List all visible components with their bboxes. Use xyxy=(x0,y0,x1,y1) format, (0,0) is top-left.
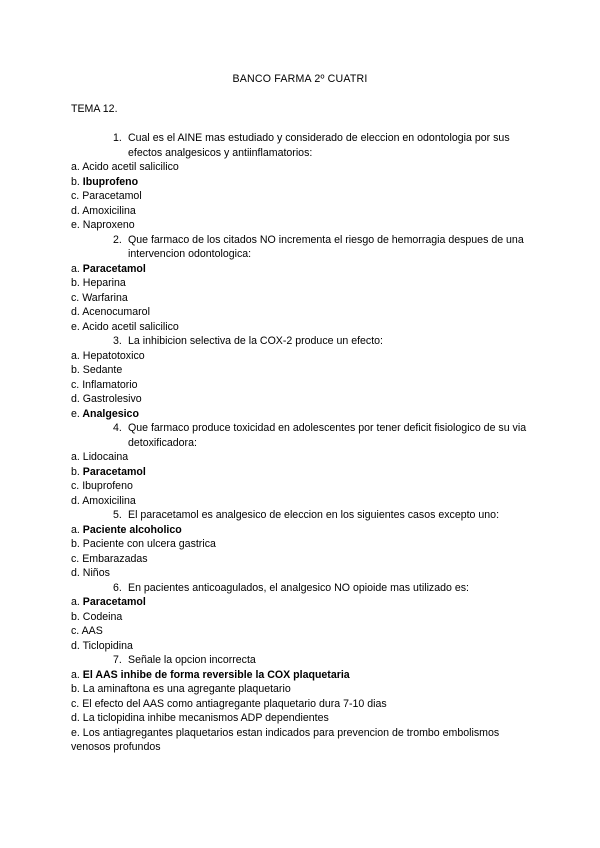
option-letter: b. xyxy=(71,175,80,188)
option-letter: d. xyxy=(71,204,80,217)
answer-option-correct xyxy=(71,465,541,480)
answer-option xyxy=(71,204,541,219)
answer-option xyxy=(71,610,541,625)
question-number: 1. xyxy=(113,132,122,144)
option-text: El efecto del AAS como antiagregante plaquetario dura 7-10 dias xyxy=(82,697,387,710)
option-letter: e. xyxy=(71,219,80,231)
option-letter: a. xyxy=(71,161,80,173)
answer-option xyxy=(71,494,541,509)
option-letter: c. xyxy=(71,552,80,565)
answer-option xyxy=(71,697,541,712)
option-text: Paciente alcoholico xyxy=(82,523,182,536)
option-text: Lidocaina xyxy=(82,451,129,463)
question-4 xyxy=(71,421,541,450)
option-text: Paciente con ulcera gastrica xyxy=(82,538,216,550)
option-text: La ticlopidina inhibe mecanismos ADP dependientes xyxy=(82,712,329,724)
option-text: Paracetamol xyxy=(82,190,142,202)
answer-option-correct xyxy=(71,262,541,277)
option-letter: c. xyxy=(71,480,80,492)
option-letter: e. xyxy=(71,726,80,739)
question-text: Que farmaco produce toxicidad en adolescentes por tener deficit fisiologico de su via detoxificadora: xyxy=(128,422,527,449)
answer-option xyxy=(71,276,541,291)
answer-option xyxy=(71,726,541,755)
answer-option xyxy=(71,363,541,378)
option-letter: a. xyxy=(71,668,80,681)
option-letter: a. xyxy=(71,349,80,362)
option-text: Amoxicilina xyxy=(82,494,136,507)
option-letter: e. xyxy=(71,407,80,420)
option-letter: b. xyxy=(71,277,80,289)
answer-option-correct xyxy=(71,175,541,190)
option-text: Codeina xyxy=(82,610,123,623)
answer-option xyxy=(71,450,541,465)
answer-option-correct xyxy=(71,523,541,538)
option-letter: d. xyxy=(71,639,80,652)
question-1 xyxy=(71,131,541,160)
option-letter: d. xyxy=(71,567,80,579)
question-text: El paracetamol es analgesico de eleccion en los siguientes casos excepto uno: xyxy=(128,509,500,521)
answer-option xyxy=(71,392,541,407)
question-text: Señale la opcion incorrecta xyxy=(128,654,256,666)
question-number: 2. xyxy=(113,233,122,246)
option-letter: c. xyxy=(71,625,80,637)
answer-option xyxy=(71,537,541,552)
option-text: AAS xyxy=(81,625,103,637)
answer-option xyxy=(71,624,541,639)
question-text: Que farmaco de los citados NO incrementa el riesgo de hemorragia despues de una intervencion odontologica: xyxy=(128,233,524,260)
question-text: La inhibicion selectiva de la COX-2 produce un efecto: xyxy=(128,335,383,347)
option-letter: b. xyxy=(71,538,80,550)
option-text: Amoxicilina xyxy=(82,204,136,217)
question-3 xyxy=(71,334,541,349)
question-2 xyxy=(71,233,541,262)
question-list xyxy=(71,131,541,755)
answer-option xyxy=(71,320,541,335)
option-text: Acido acetil salicilico xyxy=(82,320,179,333)
question-number: 4. xyxy=(113,422,122,434)
option-text: Gastrolesivo xyxy=(82,393,142,405)
option-text: Embarazadas xyxy=(82,552,148,565)
answer-option-correct xyxy=(71,407,541,422)
option-text: Inflamatorio xyxy=(82,378,138,391)
option-letter: d. xyxy=(71,494,80,507)
answer-option xyxy=(71,711,541,726)
answer-option xyxy=(71,349,541,364)
answer-option xyxy=(71,189,541,204)
option-text: Analgesico xyxy=(82,407,139,420)
option-letter: c. xyxy=(71,291,80,304)
option-letter: a. xyxy=(71,523,80,536)
option-letter: a. xyxy=(71,451,80,463)
answer-option xyxy=(71,639,541,654)
option-letter: c. xyxy=(71,190,80,202)
option-text: Acido acetil salicilico xyxy=(82,161,179,173)
question-5 xyxy=(71,508,541,523)
option-text: Los antiagregantes plaquetarios estan indicados para prevencion de trombo embolismos venosos profundos xyxy=(71,726,500,753)
answer-option xyxy=(71,682,541,697)
option-text: El AAS inhibe de forma reversible la COX plaquetaria xyxy=(82,668,350,681)
option-letter: c. xyxy=(71,378,80,391)
option-text: Acenocumarol xyxy=(82,306,150,318)
option-letter: b. xyxy=(71,610,80,623)
question-number: 6. xyxy=(113,581,122,594)
answer-option xyxy=(71,378,541,393)
section-heading: TEMA 12. xyxy=(71,103,118,115)
option-letter: c. xyxy=(71,697,80,710)
option-text: Warfarina xyxy=(82,291,128,304)
option-letter: b. xyxy=(71,683,80,695)
answer-option xyxy=(71,291,541,306)
option-text: La aminaftona es una agregante plaquetario xyxy=(82,683,291,695)
answer-option xyxy=(71,566,541,581)
answer-option-correct xyxy=(71,668,541,683)
option-text: Hepatotoxico xyxy=(82,349,145,362)
option-letter: e. xyxy=(71,320,80,333)
option-text: Ticlopidina xyxy=(82,639,133,652)
question-text: Cual es el AINE mas estudiado y considerado de eleccion en odontologia por sus efectos analgesicos y antiinflamatorios: xyxy=(128,132,510,159)
option-text: Heparina xyxy=(82,277,126,289)
question-6 xyxy=(71,581,541,596)
option-letter: a. xyxy=(71,596,80,608)
option-letter: d. xyxy=(71,306,80,318)
option-letter: d. xyxy=(71,393,80,405)
option-text: Paracetamol xyxy=(82,262,146,275)
answer-option xyxy=(71,218,541,233)
page-title: BANCO FARMA 2º CUATRI xyxy=(232,73,368,85)
option-letter: b. xyxy=(71,465,80,478)
question-number: 5. xyxy=(113,509,122,521)
question-number: 3. xyxy=(113,335,122,347)
option-text: Niños xyxy=(82,567,110,579)
answer-option xyxy=(71,479,541,494)
option-text: Ibuprofeno xyxy=(82,480,133,492)
question-text: En pacientes anticoagulados, el analgesico NO opioide mas utilizado es: xyxy=(128,581,469,594)
option-letter: b. xyxy=(71,364,80,376)
answer-option xyxy=(71,552,541,567)
answer-option xyxy=(71,305,541,320)
option-letter: a. xyxy=(71,262,80,275)
option-text: Paracetamol xyxy=(82,465,146,478)
option-text: Naproxeno xyxy=(82,219,135,231)
question-7 xyxy=(71,653,541,668)
option-text: Sedante xyxy=(82,364,123,376)
option-text: Paracetamol xyxy=(82,596,146,608)
option-letter: d. xyxy=(71,712,80,724)
answer-option-correct xyxy=(71,595,541,610)
answer-option xyxy=(71,160,541,175)
option-text: Ibuprofeno xyxy=(82,175,139,188)
question-number: 7. xyxy=(113,654,122,666)
